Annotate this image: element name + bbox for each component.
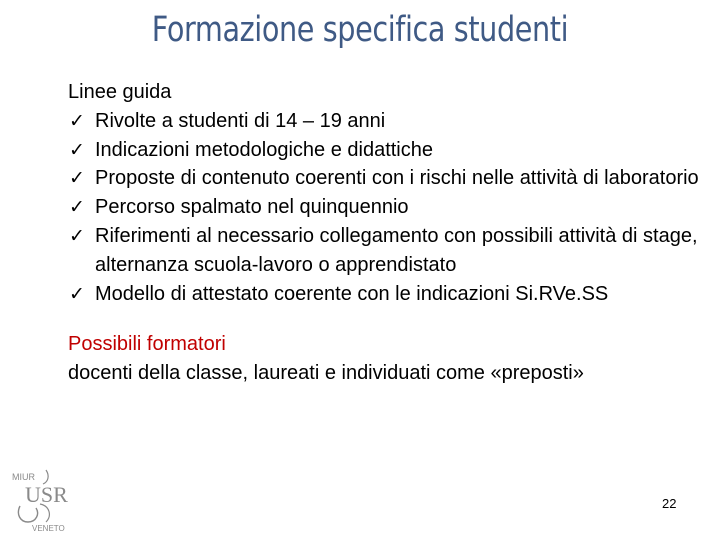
guidelines-list — [68, 107, 708, 309]
logo-bottom-text: VENETO — [32, 524, 65, 532]
checkmark-icon: ✓ — [69, 138, 85, 161]
checkmark-icon: ✓ — [69, 167, 85, 190]
list-item — [68, 280, 708, 309]
list-item — [68, 222, 708, 280]
list-item-text: Rivolte a studenti di 14 – 19 anni — [95, 109, 386, 132]
guidelines-heading: Linee guida — [68, 81, 172, 103]
list-item — [68, 136, 708, 165]
checkmark-icon: ✓ — [69, 109, 85, 132]
list-item — [68, 193, 708, 222]
list-item — [68, 164, 708, 193]
checkmark-icon: ✓ — [69, 196, 85, 219]
list-item-text: Modello di attestato coerente con le indicazioni Si.RVe.SS — [95, 282, 609, 305]
trainers-text: docenti della classe, laureati e individuati come «preposti» — [68, 362, 584, 385]
logo-top-text: MIUR — [12, 472, 35, 482]
trainers-heading: Possibili formatori — [68, 333, 226, 356]
list-item — [68, 107, 708, 136]
slide-content — [68, 78, 708, 388]
page-number: 22 — [662, 496, 677, 511]
list-item-text: Indicazioni metodologiche e didattiche — [95, 138, 433, 161]
slide-title: Formazione specifica studenti — [151, 10, 569, 50]
list-item-text: Riferimenti al necessario collegamento con possibili attività di stage, alternanza scuola-lavoro o apprendistato — [95, 224, 698, 276]
list-item-text: Proposte di contenuto coerenti con i rischi nelle attività di laboratorio — [95, 167, 699, 190]
checkmark-icon: ✓ — [69, 224, 85, 247]
usr-veneto-logo — [10, 464, 72, 532]
section-spacer — [68, 308, 708, 330]
logo-mark-text: USR — [25, 482, 68, 507]
checkmark-icon: ✓ — [69, 282, 85, 305]
list-item-text: Percorso spalmato nel quinquennio — [95, 196, 409, 219]
